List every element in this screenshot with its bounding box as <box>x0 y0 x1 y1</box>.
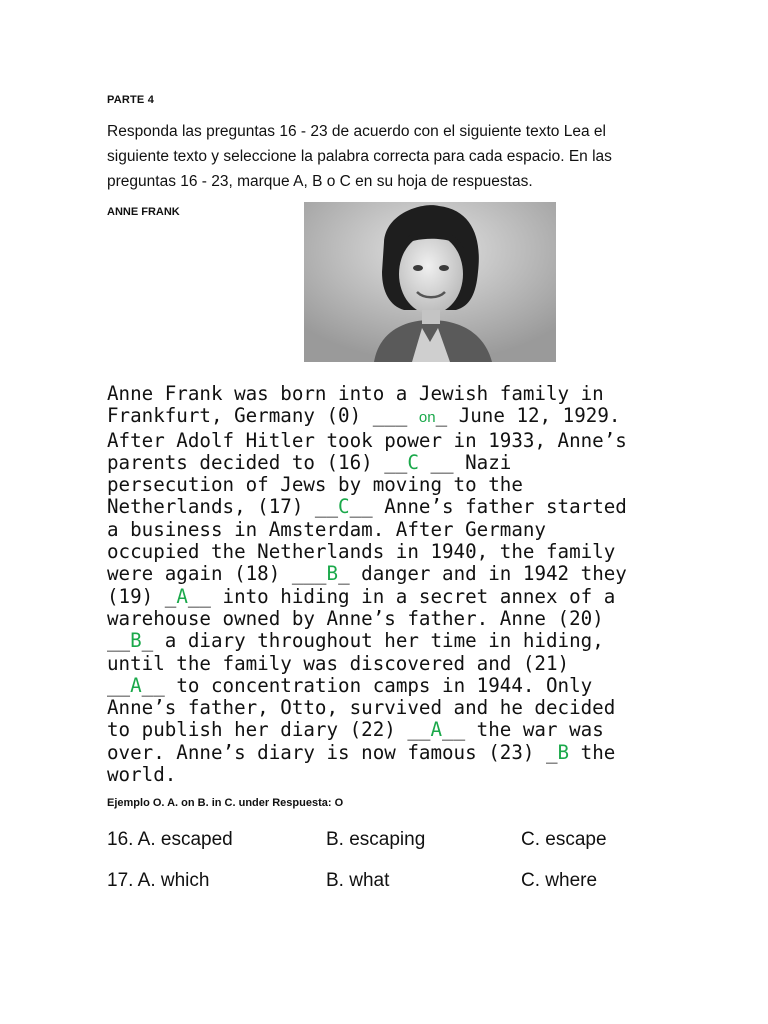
answer-mark: C <box>338 495 350 519</box>
answer-mark: on <box>418 409 436 427</box>
answer-mark: A <box>130 673 142 697</box>
passage-text: (19) _ <box>107 584 177 608</box>
passage-line <box>107 563 667 585</box>
passage-line <box>107 630 667 652</box>
passage-text: Frankfurt, Germany (0) ___ <box>107 404 419 428</box>
question-17-option-b: B. what <box>326 870 390 891</box>
answer-mark: B <box>130 629 142 653</box>
question-16 <box>107 829 667 855</box>
passage-text: occupied the Netherlands in 1940, the family <box>107 540 616 564</box>
passage-line <box>107 405 667 429</box>
question-16-option-a: 16. A. escaped <box>107 829 233 850</box>
question-17 <box>107 870 667 896</box>
example-line: Ejemplo O. A. on B. in C. under Respuesta: O <box>107 797 344 809</box>
passage-text: were again (18) ___ <box>107 562 327 586</box>
answer-mark: B <box>326 562 339 586</box>
passage-text: the <box>569 740 616 764</box>
passage-text: world. <box>107 763 177 787</box>
passage-line <box>107 697 667 719</box>
question-17-option-c: C. where <box>521 870 598 891</box>
passage-text: a business in Amsterdam. After Germany <box>107 517 546 541</box>
anne-frank-photo <box>304 202 556 362</box>
question-16-option-c: C. escape <box>521 829 607 850</box>
passage-line <box>107 383 667 405</box>
story-title: ANNE FRANK <box>107 206 180 218</box>
passage-text: parents decided to (16) __ <box>107 450 408 474</box>
passage-text: over. Anne’s diary is now famous (23) _ <box>107 740 558 764</box>
passage-text: _ a diary throughout her time in hiding, <box>141 629 604 653</box>
passage-text: __ the war was <box>442 718 604 742</box>
passage-text: After Adolf Hitler took power in 1933, Anne’s <box>107 428 627 452</box>
passage-text: Netherlands, (17) __ <box>107 495 339 519</box>
passage-text: to publish her diary (22) __ <box>107 718 431 742</box>
instructions: Responda las preguntas 16 - 23 de acuerdo con el siguiente texto Lea el siguiente texto y seleccione la palabra correcta para cada espacio. En las preguntas 16 - 23, marque A, B o C en su hoja de respuestas. <box>107 123 612 190</box>
question-17-option-a: 17. A. which <box>107 870 210 891</box>
answer-mark: B <box>557 740 570 764</box>
passage-text: __ Anne’s father started <box>349 495 627 519</box>
passage-text: warehouse owned by Anne’s father. Anne (20) <box>107 606 604 630</box>
passage-line <box>107 430 667 452</box>
passage-line <box>107 541 667 563</box>
passage-text: _ danger and in 1942 they <box>338 562 627 586</box>
passage-line <box>107 675 667 697</box>
passage-text: Anne’s father, Otto, survived and he decided <box>107 696 616 720</box>
passage-text: __ Nazi <box>418 450 512 474</box>
passage-line <box>107 653 667 675</box>
part-title: PARTE 4 <box>107 94 155 106</box>
passage-line <box>107 742 667 764</box>
passage-line <box>107 519 667 541</box>
passage <box>107 383 667 786</box>
passage-text: until the family was discovered and (21) <box>107 651 570 675</box>
answer-mark: A <box>430 718 443 742</box>
answer-mark: A <box>176 584 188 608</box>
passage-line <box>107 474 667 496</box>
passage-line <box>107 764 667 786</box>
portrait-image <box>304 202 556 362</box>
passage-text: __ into hiding in a secret annex of a <box>187 584 616 608</box>
answer-mark: C <box>407 450 419 474</box>
passage-line <box>107 719 667 741</box>
passage-line <box>107 586 667 608</box>
passage-text: __ to concentration camps in 1944. Only <box>141 673 593 697</box>
passage-text: _ June 12, 1929. <box>435 404 621 428</box>
passage-line <box>107 452 667 474</box>
passage-text: persecution of Jews by moving to the <box>107 473 523 497</box>
passage-text: __ <box>107 673 131 697</box>
passage-text: Anne Frank was born into a Jewish family in <box>107 382 604 405</box>
passage-line <box>107 496 667 518</box>
passage-line <box>107 608 667 630</box>
passage-text: __ <box>107 629 131 653</box>
question-16-option-b: B. escaping <box>326 829 426 850</box>
